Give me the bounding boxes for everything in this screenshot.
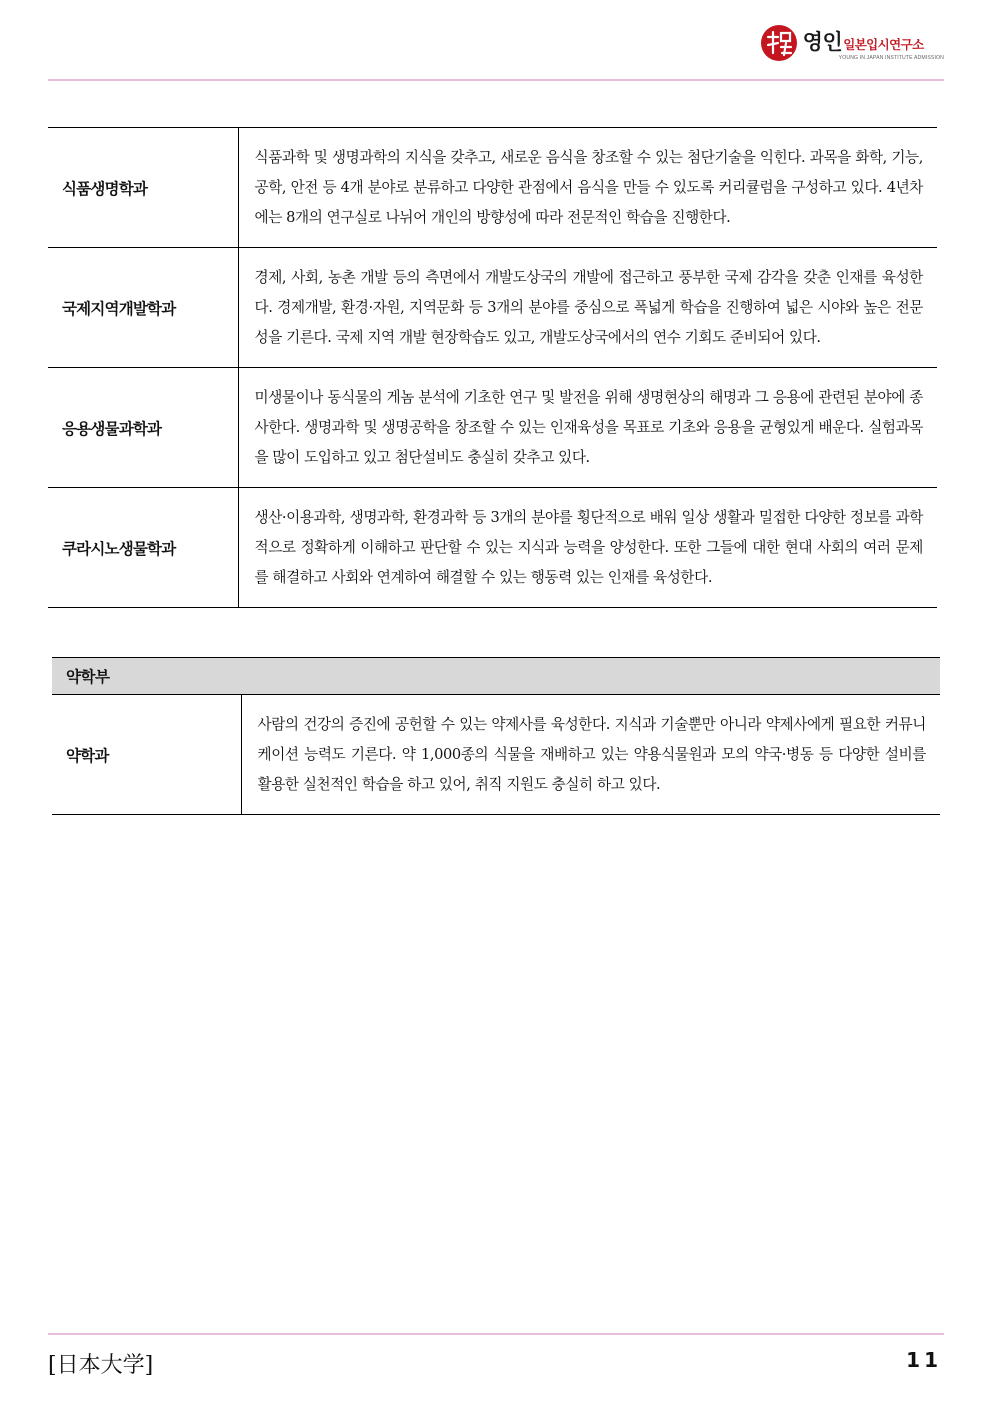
brand-logo <box>759 20 944 66</box>
table-row <box>48 128 937 248</box>
department-description: 미생물이나 동식물의 게놈 분석에 기초한 연구 및 발전을 위해 생명현상의 해명과 그 응용에 관련된 분야에 종사한다. 생명과학 및 생명공학을 창조할 수 있는 인재육성을 목표로 기초와 응용을 균형있게 배운다. 실험과목을 많이 도입하고 있고 첨단설비도 충실히 갖추고 있다. <box>238 368 937 488</box>
header-divider <box>48 79 944 81</box>
faculty-name: 약학부 <box>66 668 110 686</box>
logo-subtitle: YOUNG IN JAPAN INSTITUTE ADMISSION <box>838 54 944 61</box>
logo-institute-text: 일본입시연구소 <box>843 36 924 52</box>
department-name: 식품생명학과 <box>62 179 148 198</box>
footer-divider <box>48 1333 944 1335</box>
page-number: 11 <box>906 1348 942 1372</box>
faculty-header-row <box>52 658 940 695</box>
pharmacy-table <box>52 657 940 815</box>
department-description: 식품과학 및 생명과학의 지식을 갖추고, 새로운 음식을 창조할 수 있는 첨단기술을 익힌다. 과목을 화학, 기능, 공학, 안전 등 4개 분야로 분류하고 다양한 관점에서 음식을 만들 수 있도록 커리큘럼을 구성하고 있다. 4년차에는 8개의 연구실로 나뉘어 개인의 방향성에 따라 전문적인 학습을 진행한다. <box>238 128 937 248</box>
department-name: 응용생물과학과 <box>62 419 162 438</box>
logo-main-text: 영인 <box>802 29 843 54</box>
department-description: 경제, 사회, 농촌 개발 등의 측면에서 개발도상국의 개발에 접근하고 풍부한 국제 감각을 갖춘 인재를 육성한다. 경제개발, 환경·자원, 지역문화 등 3개의 분야를 중심으로 폭넓게 학습을 진행하여 넓은 시야와 높은 전문성을 기른다. 국제 지역 개발 현장학습도 있고, 개발도상국에서의 연수 기회도 준비되어 있다. <box>238 248 937 368</box>
seal-logo-icon <box>759 23 799 63</box>
table-row <box>48 368 937 488</box>
table-row <box>48 488 937 608</box>
department-name: 국제지역개발학과 <box>62 299 176 318</box>
table-row <box>48 248 937 368</box>
table-row <box>52 695 940 815</box>
footer-university: [日本大学] <box>48 1353 154 1378</box>
department-description: 사람의 건강의 증진에 공헌할 수 있는 약제사를 육성한다. 지식과 기술뿐만 아니라 약제사에게 필요한 커뮤니케이션 능력도 기른다. 약 1,000종의 식물을 재배하고 있는 약용식물원과 모의 약국·병동 등 다양한 설비를 활용한 실천적인 학습을 하고 있어, 취직 지원도 충실히 하고 있다. <box>241 695 940 815</box>
department-table <box>48 127 937 608</box>
department-description: 생산·이용과학, 생명과학, 환경과학 등 3개의 분야를 횡단적으로 배워 일상 생활과 밀접한 다양한 정보를 과학적으로 정확하게 이해하고 판단할 수 있는 지식과 능력을 양성한다. 또한 그들에 대한 현대 사회의 여러 문제를 해결하고 사회와 연계하여 해결할 수 있는 행동력 있는 인재를 육성한다. <box>238 488 937 608</box>
department-name: 쿠라시노생물학과 <box>62 539 176 558</box>
department-name: 약학과 <box>66 746 109 765</box>
